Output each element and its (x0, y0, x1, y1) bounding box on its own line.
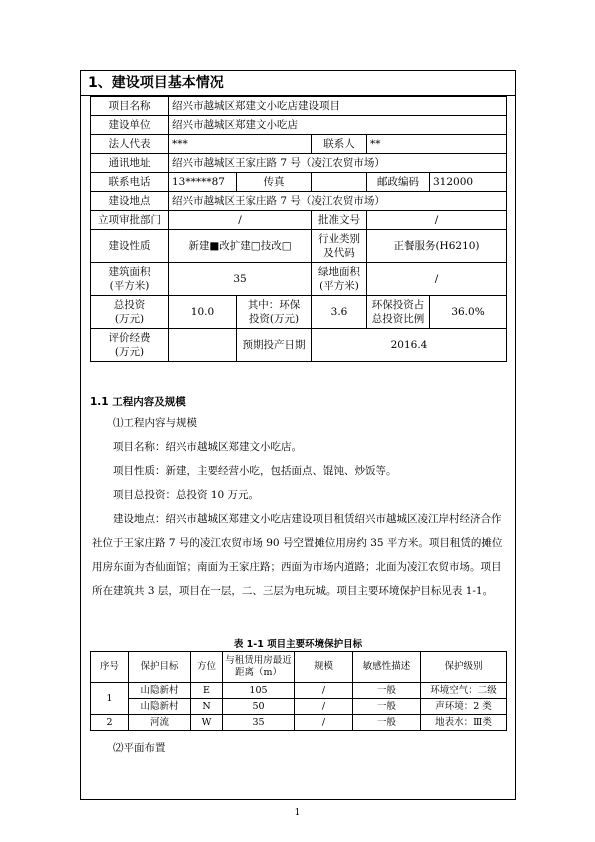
cell-sensitivity: 一般 (353, 715, 421, 731)
approval-dept-label: 立项审批部门 (91, 211, 169, 230)
cell-direction: E (191, 683, 223, 699)
table-caption: 表 1-1 项目主要环境保护目标 (233, 639, 363, 650)
paragraph: 项目性质：新建，主要经营小吃，包括面点、馄饨、炒饭等。 (113, 465, 397, 477)
col-header: 规模 (295, 652, 353, 683)
table-row (91, 230, 507, 263)
cell-distance: 105 (223, 683, 295, 699)
builder-value: 绍兴市越城区郑建文小吃店 (169, 116, 507, 135)
table-row (91, 296, 507, 329)
green-area-label (312, 263, 367, 296)
cell-level: 地表水：Ⅲ类 (421, 715, 507, 731)
floor-area-value: 35 (169, 263, 312, 296)
col-header: 序号 (91, 652, 129, 683)
env-protection-table (90, 651, 507, 731)
site-value: 绍兴市越城区王家庄路 7 号（凌江农贸市场） (169, 192, 507, 211)
env-inv-label-line2: 投资(万元) (248, 313, 300, 325)
fax-value (312, 173, 367, 192)
cell-no: 1 (91, 683, 129, 715)
table-row (91, 116, 507, 135)
cell-distance: 35 (223, 715, 295, 731)
nature-label: 建设性质 (91, 230, 169, 263)
industry-label-line2: 及代码 (323, 247, 355, 259)
contact-label: 联系人 (312, 135, 367, 154)
page-number: 1 (294, 808, 301, 818)
cell-distance: 50 (223, 699, 295, 715)
total-inv-value: 10.0 (169, 296, 237, 329)
cell-level: 声环境：2 类 (421, 699, 507, 715)
table-row (91, 211, 507, 230)
env-inv-label-line1: 其中：环保 (247, 299, 301, 311)
env-inv-label (237, 296, 312, 329)
cell-sensitivity: 一般 (353, 683, 421, 699)
cell-scale: / (295, 683, 353, 699)
industry-label (312, 230, 367, 263)
table-header-row (91, 652, 507, 683)
industry-label-line1: 行业类别 (318, 233, 360, 245)
table-row (91, 192, 507, 211)
project-name-label: 项目名称 (91, 97, 169, 116)
table-row (91, 173, 507, 192)
approval-no-value: / (367, 211, 507, 230)
contact-value: ** (367, 135, 507, 154)
table-row (91, 329, 507, 362)
table-row (91, 97, 507, 116)
site-label: 建设地点 (91, 192, 169, 211)
cell-target: 河流 (129, 715, 191, 731)
floor-area-label-line1: 建筑面积 (108, 266, 151, 278)
phone-label: 联系电话 (91, 173, 169, 192)
cell-scale: / (295, 715, 353, 731)
col-header: 敏感性描述 (353, 652, 421, 683)
eval-fee-value (169, 329, 237, 362)
table-row (91, 135, 507, 154)
eval-fee-label-line1: 评价经费 (108, 332, 151, 344)
cell-sensitivity: 一般 (353, 699, 421, 715)
cell-target: 山隐新村 (129, 699, 191, 715)
postcode-value: 312000 (430, 173, 507, 192)
nature-value: 新建■改扩建□技改□ (169, 230, 312, 263)
floor-area-label-line2: (平方米) (109, 280, 150, 292)
approval-dept-value: / (169, 211, 312, 230)
cell-level: 环境空气：二级 (421, 683, 507, 699)
green-area-value: / (367, 263, 507, 296)
total-inv-label (91, 296, 169, 329)
eval-fee-label (91, 329, 169, 362)
col-header: 方位 (191, 652, 223, 683)
fax-label: 传真 (237, 173, 312, 192)
subsection-title: 1.1 工程内容及规模 (90, 396, 186, 408)
table-row (91, 715, 507, 731)
green-area-label-line1: 绿地面积 (318, 266, 360, 278)
col-header: 保护级别 (421, 652, 507, 683)
table-row (91, 263, 507, 296)
paragraph: 建设地点：绍兴市越城区郑建文小吃店建设项目租赁绍兴市越城区凌江岸村经济合作社位于王家庄路 7 号的凌江农贸市场 90 号空置摊位用房约 35 平方米。项目租赁的摊位用房东面为杏仙面馆；南面为王家庄路；西面为市场内道路；北面为凌江农贸市场。项目所在建筑共 3 层，项目在一层，二、三层为电玩城。项目主要环境保护目标见表 1-1。 (92, 513, 503, 597)
section-title: 1、建设项目基本情况 (80, 70, 516, 96)
env-ratio-value: 36.0% (430, 296, 507, 329)
col-header: 保护目标 (129, 652, 191, 683)
cell-direction: N (191, 699, 223, 715)
total-inv-label-line2: (万元) (114, 313, 145, 325)
paragraph: ⑴工程内容与规模 (113, 417, 197, 429)
address-value: 绍兴市越城区王家庄路 7 号（凌江农贸市场） (169, 154, 507, 173)
start-date-value: 2016.4 (312, 329, 507, 362)
env-ratio-label (367, 296, 430, 329)
total-inv-label-line1: 总投资 (113, 299, 146, 311)
cell-scale: / (295, 699, 353, 715)
cell-target: 山隐新村 (129, 683, 191, 699)
env-inv-value: 3.6 (312, 296, 367, 329)
paragraph: ⑵平面布置 (113, 742, 166, 754)
postcode-label: 邮政编码 (367, 173, 430, 192)
green-area-label-line2: (平方米) (319, 280, 359, 292)
table-row (91, 683, 507, 699)
address-label: 通讯地址 (91, 154, 169, 173)
env-ratio-label-line1: 环保投资占 (371, 299, 425, 311)
legal-rep-label: 法人代表 (91, 135, 169, 154)
cell-no: 2 (91, 715, 129, 731)
col-header: 与租赁用房最近距离（m） (223, 652, 295, 683)
floor-area-label (91, 263, 169, 296)
cell-direction: W (191, 715, 223, 731)
paragraph: 项目总投资：总投资 10 万元。 (113, 489, 260, 501)
start-date-label: 预期投产日期 (237, 329, 312, 362)
legal-rep-value: *** (169, 135, 312, 154)
project-name-value: 绍兴市越城区郑建文小吃店建设项目 (169, 97, 507, 116)
table-row (91, 699, 507, 715)
builder-label: 建设单位 (91, 116, 169, 135)
paragraph: 项目名称：绍兴市越城区郑建文小吃店。 (113, 441, 302, 453)
industry-value: 正餐服务(H6210) (367, 230, 507, 263)
env-ratio-label-line2: 总投资比例 (371, 313, 425, 325)
approval-no-label: 批准文号 (312, 211, 367, 230)
basic-info-table (90, 96, 507, 362)
table-row (91, 154, 507, 173)
eval-fee-label-line2: (万元) (114, 346, 145, 358)
phone-value: 13*****87 (169, 173, 237, 192)
